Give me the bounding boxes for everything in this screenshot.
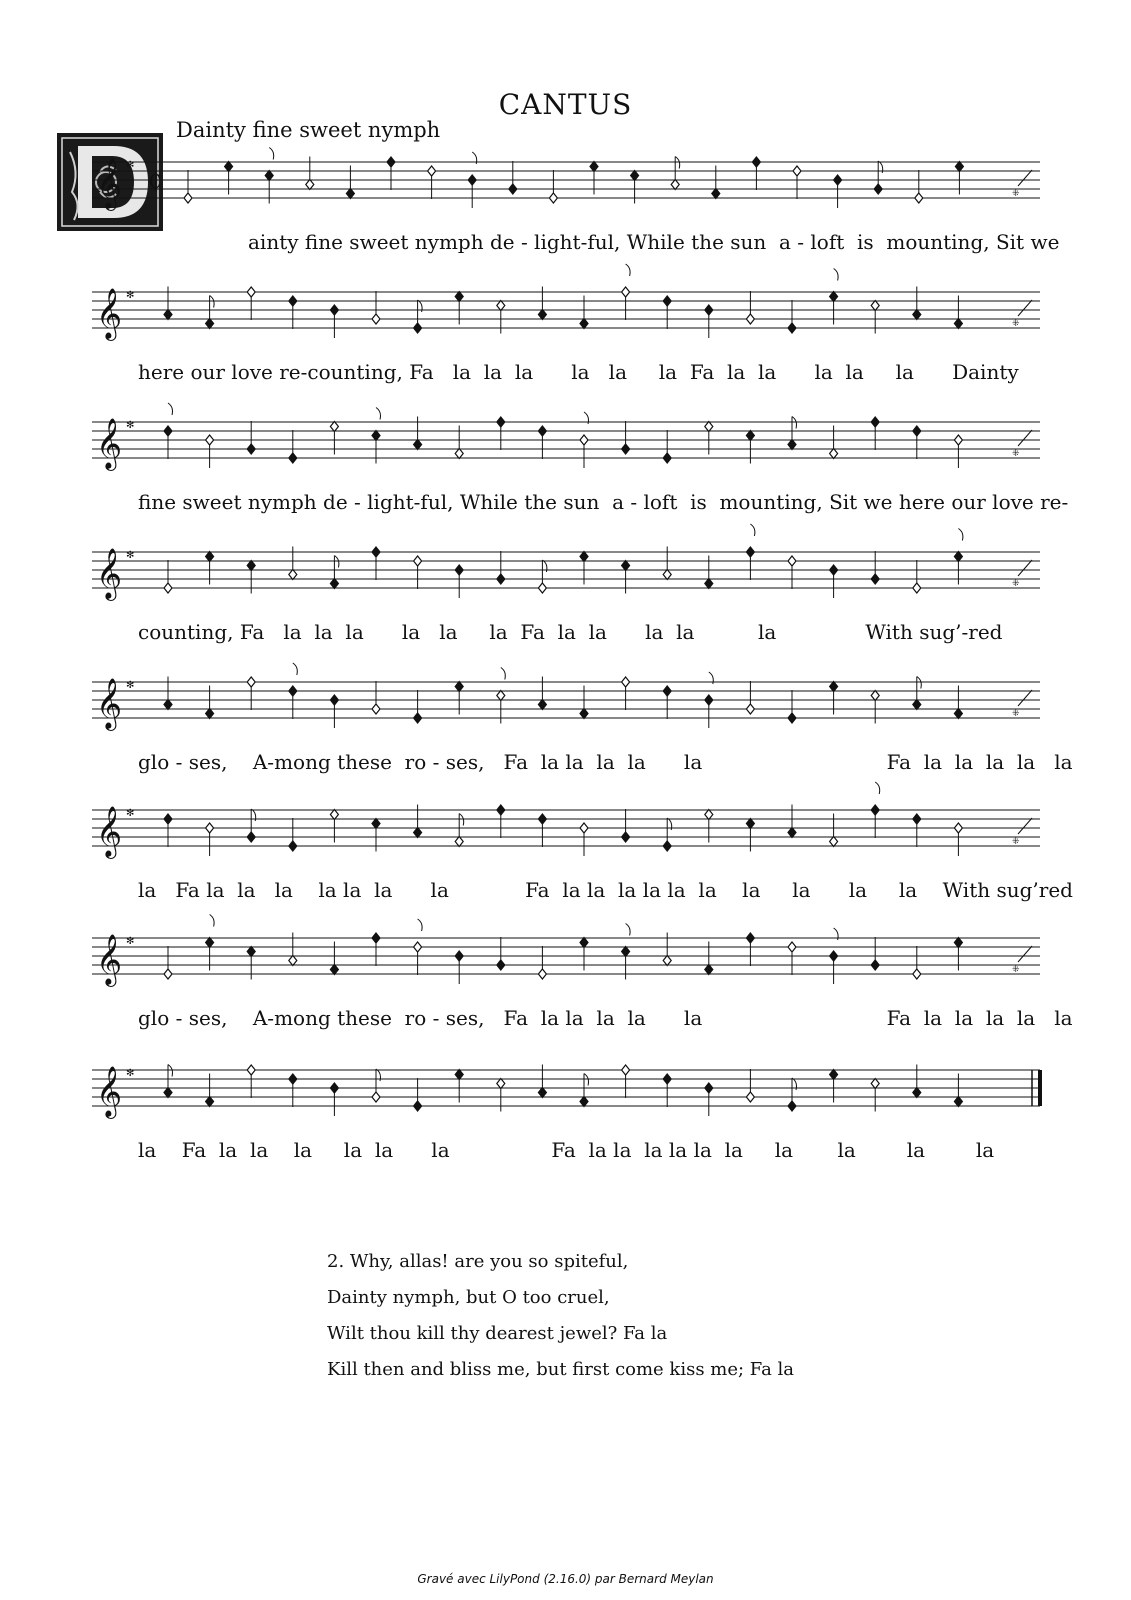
note (830, 565, 838, 598)
lyrics-line: ainty fine sweet nymph de - light-ful, While the sun a - loft is mounting, Sit we (248, 230, 1060, 254)
note (538, 946, 546, 979)
note (330, 1083, 338, 1116)
note (580, 552, 588, 585)
note (830, 426, 838, 459)
note (372, 1069, 381, 1102)
svg-text:⁜: ⁜ (1012, 189, 1020, 199)
treble-clef: 𝄞 (96, 418, 123, 469)
note (206, 296, 215, 329)
treble-clef: 𝄞 (96, 1066, 123, 1117)
note (455, 814, 464, 847)
note (871, 1079, 879, 1112)
note (631, 171, 639, 204)
note (954, 938, 962, 971)
svg-text:⁜: ⁜ (1012, 579, 1020, 589)
staff-system-7 (78, 924, 1073, 1036)
note (247, 947, 255, 980)
note (913, 287, 921, 320)
note (265, 148, 274, 204)
note (954, 296, 962, 329)
note (372, 933, 380, 966)
note (455, 1070, 463, 1103)
note (705, 305, 713, 338)
note (663, 686, 671, 719)
note (746, 291, 754, 324)
incipit-text: Dainty fine sweet nymph (176, 118, 441, 142)
note (788, 805, 796, 838)
note (164, 1065, 173, 1098)
note (671, 157, 680, 190)
note (330, 422, 338, 455)
note (746, 524, 755, 580)
note (306, 157, 314, 190)
engraving-credit: Gravé avec LilyPond (2.16.0) par Bernard Meylan (417, 1572, 714, 1586)
svg-text:⁜: ⁜ (1012, 837, 1020, 847)
note (913, 1065, 921, 1098)
note (954, 686, 962, 719)
note (206, 686, 214, 719)
note (663, 296, 671, 329)
staff-system-2 (78, 278, 1058, 390)
svg-text:✻: ✻ (126, 1068, 135, 1079)
note (874, 161, 883, 194)
note (915, 170, 923, 203)
note (455, 292, 463, 325)
note (955, 162, 963, 195)
lyrics-line: glo - ses, A-mong these ro - ses, Fa la la la la la Fa la la la la la (138, 1006, 1073, 1030)
page-title: CANTUS (498, 88, 633, 121)
note (247, 561, 255, 594)
note (590, 162, 598, 195)
note (330, 810, 338, 843)
note (206, 435, 214, 468)
note (538, 426, 546, 459)
note (746, 1069, 754, 1102)
note (954, 435, 962, 468)
treble-clef: 𝄞 (96, 288, 123, 339)
treble-clef: 𝄞 (96, 158, 123, 209)
note (509, 161, 517, 194)
note (497, 1079, 505, 1112)
note (830, 269, 839, 325)
verse-line: 2. Why, allas! are you so spiteful, (327, 1251, 629, 1272)
note (954, 823, 962, 856)
note (206, 915, 215, 971)
note (164, 287, 172, 320)
note (871, 551, 879, 584)
svg-text:⁜: ⁜ (1012, 709, 1020, 719)
note (788, 417, 797, 450)
note (580, 1074, 589, 1107)
note (746, 819, 754, 852)
note (913, 426, 921, 459)
note (497, 937, 505, 970)
note (468, 152, 477, 208)
note (247, 809, 256, 842)
note (788, 942, 796, 975)
note (954, 529, 963, 585)
note (455, 565, 463, 598)
note (622, 809, 630, 842)
note (247, 677, 255, 710)
staff-system-4 (78, 538, 1058, 650)
note (913, 946, 921, 979)
svg-text:✻: ✻ (126, 290, 135, 301)
note (746, 933, 754, 966)
note (622, 421, 630, 454)
verse-2 (327, 1244, 794, 1388)
note (455, 951, 463, 984)
note (387, 157, 395, 190)
note (538, 287, 546, 320)
lyrics-line: la Fa la la la la la la la Fa la la la la la la la la la la With sug’red (138, 878, 1073, 902)
staff-system-1 (78, 148, 1058, 260)
note (663, 1074, 671, 1107)
note (414, 805, 422, 838)
note (793, 166, 801, 199)
note (622, 1065, 630, 1098)
note (871, 937, 879, 970)
note (164, 814, 172, 847)
verse-line: Kill then and bliss me, but first come kiss me; Fa la (327, 1359, 795, 1380)
svg-text:✻: ✻ (126, 550, 135, 561)
note (705, 672, 714, 728)
note (830, 814, 838, 847)
note (622, 264, 631, 320)
note (289, 1074, 297, 1107)
treble-clef: 𝄞 (96, 806, 123, 857)
note (830, 1070, 838, 1103)
staff-system-5 (78, 668, 1073, 780)
note (414, 1078, 422, 1111)
note (871, 417, 879, 450)
lyrics-line: here our love re-counting, Fa la la la la la la Fa la la la la la Dainty (138, 360, 1019, 384)
note (247, 287, 255, 320)
svg-text:✻: ✻ (126, 808, 135, 819)
note (414, 919, 423, 975)
note (497, 668, 506, 724)
note (414, 556, 422, 589)
note (830, 928, 839, 984)
note (289, 296, 297, 329)
note (372, 681, 380, 714)
note (289, 663, 298, 719)
treble-clef: 𝄞 (96, 934, 123, 985)
note (538, 677, 546, 710)
staff-system-6 (78, 796, 1073, 908)
note (164, 677, 172, 710)
verse-line: Wilt thou kill thy dearest jewel? Fa la (327, 1323, 668, 1344)
note (289, 547, 297, 580)
note (497, 417, 505, 450)
treble-clef: 𝄞 (96, 678, 123, 729)
note (788, 1078, 797, 1111)
treble-clef: 𝄞 (96, 548, 123, 599)
svg-text:⁜: ⁜ (1012, 449, 1020, 459)
note (206, 823, 214, 856)
note (871, 782, 880, 838)
note (414, 417, 422, 450)
note (705, 1083, 713, 1116)
note (580, 938, 588, 971)
note (871, 691, 879, 724)
note (705, 810, 713, 843)
note (580, 823, 588, 856)
note (580, 686, 588, 719)
note (549, 170, 557, 203)
note (538, 814, 546, 847)
svg-text:₵: ₵ (148, 169, 162, 194)
note (414, 690, 422, 723)
note (788, 300, 796, 333)
note (834, 175, 842, 208)
note (788, 556, 796, 589)
lyrics-line: counting, Fa la la la la la la Fa la la la la la With sug’-red (138, 620, 1003, 644)
note (705, 422, 713, 455)
lyrics-line: la Fa la la la la la la Fa la la la la la la la la la la (138, 1138, 995, 1162)
note (663, 547, 671, 580)
svg-text:⁜: ⁜ (1012, 965, 1020, 975)
note (455, 426, 463, 459)
note (788, 690, 796, 723)
svg-text:✻: ✻ (126, 936, 135, 947)
note (289, 818, 297, 851)
lyrics-line: glo - ses, A-mong these ro - ses, Fa la la la la la Fa la la la la la (138, 750, 1073, 774)
note (497, 551, 505, 584)
note (830, 682, 838, 715)
note (497, 301, 505, 334)
note (580, 296, 588, 329)
note (372, 819, 380, 852)
note (164, 403, 173, 459)
note (289, 430, 297, 463)
note (913, 560, 921, 593)
note (538, 1065, 546, 1098)
note (206, 1074, 214, 1107)
note (206, 552, 214, 585)
note (164, 560, 172, 593)
note (372, 547, 380, 580)
note (580, 412, 589, 468)
svg-text:✻: ✻ (126, 420, 135, 431)
note (752, 157, 760, 190)
note (247, 421, 255, 454)
svg-text:✻: ✻ (126, 160, 135, 171)
note (164, 946, 172, 979)
note (913, 677, 922, 710)
note (414, 300, 423, 333)
note (428, 166, 436, 199)
note (913, 814, 921, 847)
note (289, 933, 297, 966)
note (330, 942, 338, 975)
note (705, 556, 713, 589)
staff-system-3 (78, 408, 1069, 520)
note (705, 942, 713, 975)
note (247, 1065, 255, 1098)
staff-system-8 (78, 1056, 1058, 1168)
note (372, 408, 381, 464)
note (746, 681, 754, 714)
note (954, 1074, 962, 1107)
note (330, 556, 339, 589)
note (538, 560, 547, 593)
note (330, 305, 338, 338)
note (622, 924, 631, 980)
note (871, 301, 879, 334)
note (346, 166, 354, 199)
note (712, 166, 720, 199)
note (330, 695, 338, 728)
note (622, 677, 630, 710)
note (746, 431, 754, 464)
note (663, 818, 672, 851)
note (663, 933, 671, 966)
verse-line: Dainty nymph, but O too cruel, (327, 1287, 610, 1308)
svg-text:✻: ✻ (126, 680, 135, 691)
svg-text:⁜: ⁜ (1012, 319, 1020, 329)
note (455, 682, 463, 715)
note (663, 430, 671, 463)
note (372, 291, 380, 324)
note (497, 805, 505, 838)
lyrics-line: fine sweet nymph de - light-ful, While the sun a - loft is mounting, Sit we here our love re- (138, 490, 1069, 514)
note (225, 162, 233, 195)
note (184, 170, 192, 203)
note (622, 561, 630, 594)
